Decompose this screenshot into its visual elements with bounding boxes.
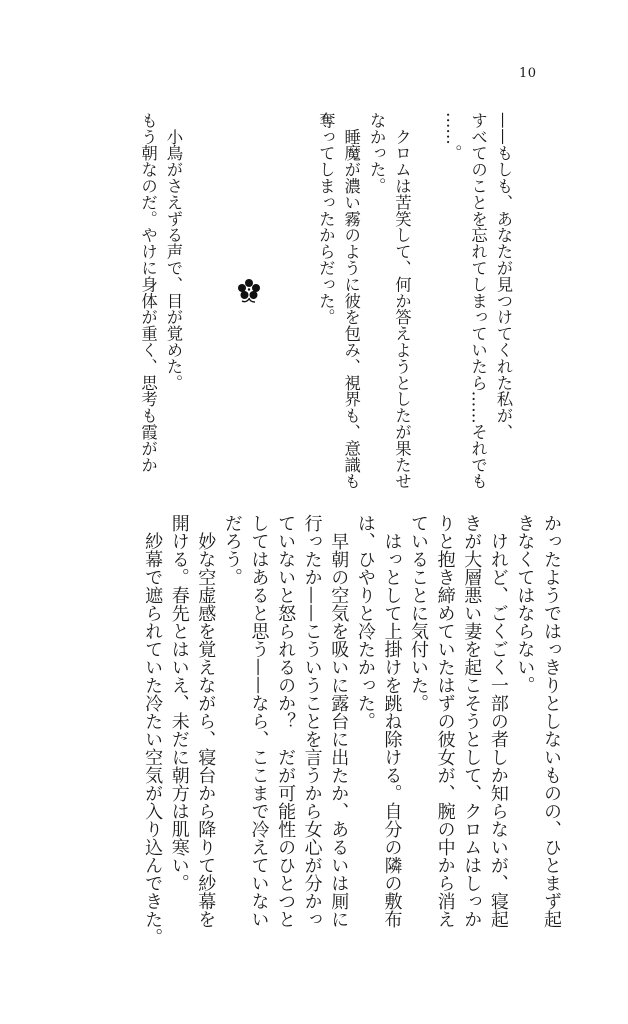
text-line: 小鳥がさえずる声で、目が覚めた。 [163,112,183,391]
text-line: 早朝の空気を吸いに露台に出たか、あるいは厠に [328,514,350,928]
section-gap [262,112,287,512]
section-gap [186,112,211,512]
section-break-ornament [237,112,262,512]
text-line: ていることに気付いた。 [408,514,430,712]
text-line: きなくてはならない。 [514,514,536,694]
text-line: きが大層悪い妻を起こそうとして、クロムはしっか [461,514,483,928]
text-line: けれど、ごくごく一部の者しか知らないが、寝起 [487,514,509,928]
page-number: 10 [519,66,537,81]
text-line: ……。 [443,112,463,162]
text-line: 行ったか——こういうことを言うから女心が分かっ [301,514,323,928]
section-gap [211,112,236,512]
text-line: なかった。 [367,112,387,194]
text-line: は、ひやりと冷たかった。 [354,514,376,730]
text-line: 紗幕で遮られていた冷たい空気が入り込んできた。 [142,514,164,946]
text-block-bottom [139,514,565,954]
text-line: すべてのことを忘れてしまっていたら……それでも [468,112,488,490]
text-line: クロムは苦笑して、何か答えようとしたが果たせ [392,112,412,490]
text-line: もう朝なのだ。やけに身体が重く、思考も霞がか [138,112,158,473]
text-line: 開ける。春先とはいえ、未だに朝方は肌寒い。 [168,514,190,892]
section-gap [287,112,312,512]
text-line: ——もしも、あなたが見つけてくれた私が、 [494,112,513,440]
text-line: ていないと怒られるのか？ だが可能性のひとつと [275,514,297,928]
text-line: はっとして上掛けを跳ね除ける。自分の隣の敷布 [381,514,403,928]
text-line: りと抱き締めていたはずの彼女が、腕の中から消え [434,514,456,928]
text-line: だろう。 [221,514,243,586]
text-line: 奪ってしまったからだった。 [316,112,336,326]
text-line: 妙な空虚感を覚えながら、寝台から降りて紗幕を [195,514,217,928]
flower-ornament-icon [237,278,261,304]
text-line: かったようではっきりとしないものの、ひとまず起 [541,514,562,928]
text-block-top [135,112,516,512]
text-line: してはあると思う——なら、ここまで冷えていない [248,514,270,928]
text-line: 睡魔が濃い霧のように彼を包み、視界も、意識も [341,112,361,490]
paragraph-gap [414,112,439,512]
